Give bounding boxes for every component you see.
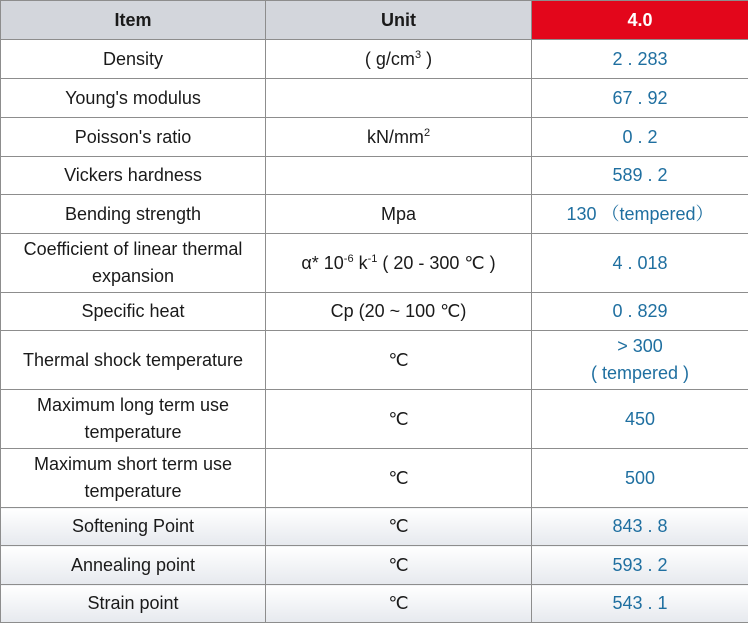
row-value: 450 <box>532 390 748 449</box>
table-row <box>1 585 748 623</box>
row-unit: $kN/mm^2$ <box>266 118 532 157</box>
table-row <box>1 508 748 546</box>
row-item: Thermal shock temperature <box>1 331 266 390</box>
row-item: Vickers hardness <box>1 157 266 195</box>
row-value: 543 . 1 <box>532 585 748 623</box>
row-unit: ℃ <box>266 508 532 546</box>
table-row <box>1 195 748 234</box>
row-item: Density <box>1 40 266 79</box>
header-unit: Unit <box>266 1 532 40</box>
row-unit: ℃ <box>266 449 532 508</box>
header-grade: 4.0 <box>532 1 748 40</box>
row-unit <box>266 79 532 118</box>
row-value: 130 （tempered） <box>532 195 748 234</box>
row-item: Softening Point <box>1 508 266 546</box>
row-unit: ( $g/cm^3$ ) <box>266 40 532 79</box>
row-unit: ℃ <box>266 546 532 585</box>
row-item: Coefficient of linear thermal expansion <box>1 234 266 293</box>
row-item: Specific heat <box>1 293 266 331</box>
row-unit: Cp (20 ~ 100 ℃) <box>266 293 532 331</box>
row-value: > 300 ( tempered ) <box>532 331 748 390</box>
row-item: Bending strength <box>1 195 266 234</box>
row-value: 589 . 2 <box>532 157 748 195</box>
row-item: Strain point <box>1 585 266 623</box>
table-row <box>1 118 748 157</box>
row-unit: α* $10^{-6}$ $k^{-1}$ ( 20 - 300 ℃ ) <box>266 234 532 293</box>
table-row <box>1 331 748 390</box>
row-unit: ℃ <box>266 331 532 390</box>
table-row <box>1 449 748 508</box>
table-row <box>1 40 748 79</box>
row-value: 0 . 829 <box>532 293 748 331</box>
table-row <box>1 546 748 585</box>
row-value: 2 . 283 <box>532 40 748 79</box>
row-value: 0 . 2 <box>532 118 748 157</box>
table-row <box>1 293 748 331</box>
row-unit: ℃ <box>266 585 532 623</box>
row-item: Maximum long term use temperature <box>1 390 266 449</box>
table-row <box>1 234 748 293</box>
row-item: Poisson's ratio <box>1 118 266 157</box>
header-item: Item <box>1 1 266 40</box>
row-value: 4 . 018 <box>532 234 748 293</box>
row-item: Maximum short term use temperature <box>1 449 266 508</box>
row-value: 593 . 2 <box>532 546 748 585</box>
row-item: Young's modulus <box>1 79 266 118</box>
row-value: 843 . 8 <box>532 508 748 546</box>
row-unit: Mpa <box>266 195 532 234</box>
row-unit: ℃ <box>266 390 532 449</box>
row-value: 500 <box>532 449 748 508</box>
row-unit <box>266 157 532 195</box>
row-value: 67 . 92 <box>532 79 748 118</box>
row-item: Annealing point <box>1 546 266 585</box>
table-row <box>1 157 748 195</box>
header-row <box>1 1 748 40</box>
table-row <box>1 390 748 449</box>
table-row <box>1 79 748 118</box>
